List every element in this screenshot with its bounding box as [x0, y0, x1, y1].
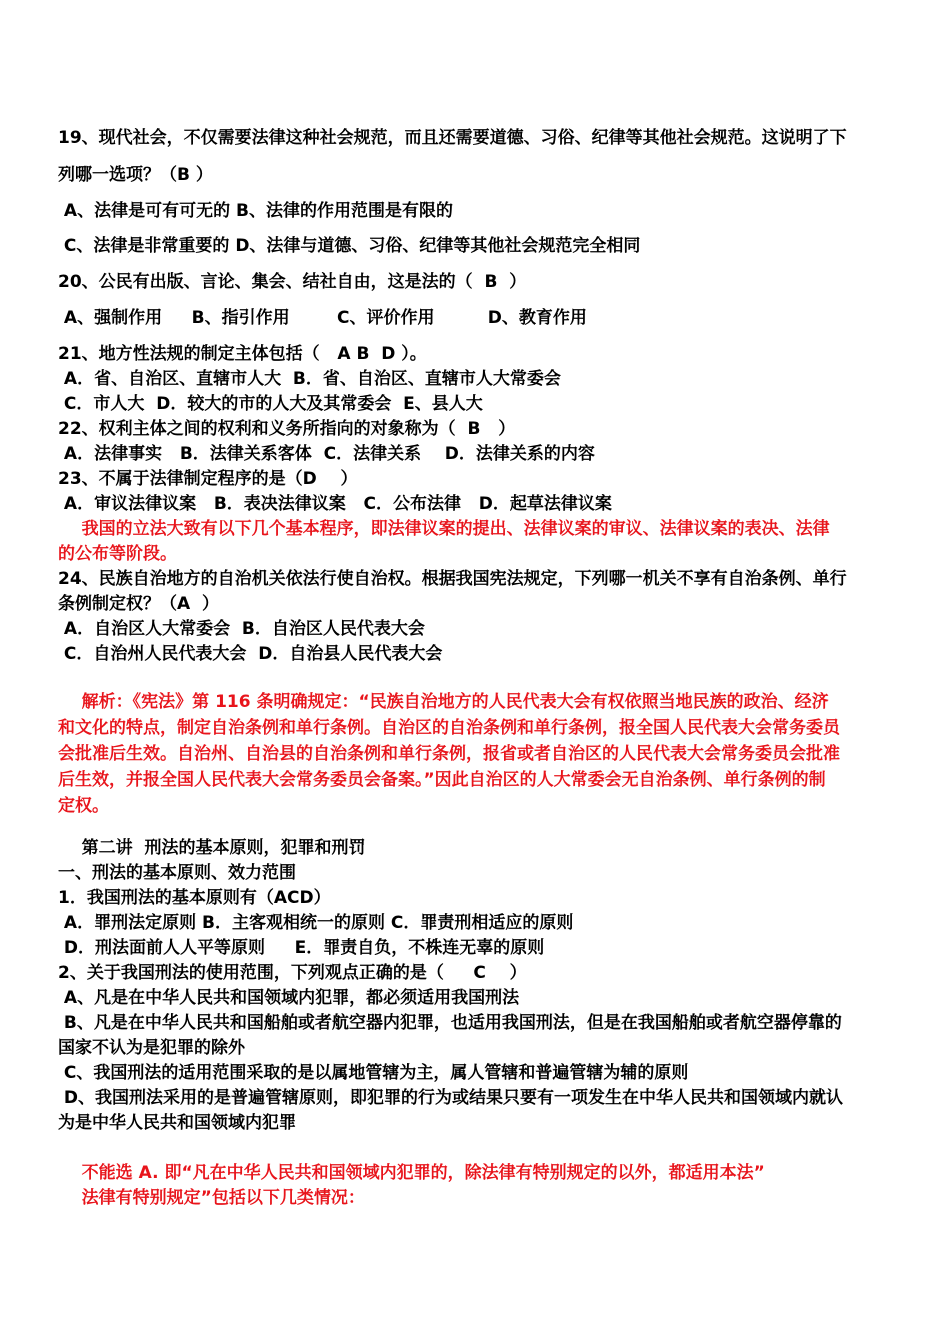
c2-option-b-line2: 国家不认为是犯罪的除外 — [58, 1038, 245, 1058]
c2-stem: 2、关于我国刑法的使用范围，下列观点正确的是（ C ） — [58, 963, 527, 983]
q24-analysis-line5: 定权。 — [58, 796, 109, 816]
q22-options: A．法律事实 B．法律关系客体 C．法律关系 D．法律关系的内容 — [58, 444, 595, 464]
q19-options-cd: C、法律是非常重要的 D、法律与道德、习俗、纪律等其他社会规范完全相同 — [58, 236, 641, 256]
q24-analysis-line1: 解析：《宪法》第 116 条明确规定：“民族自治地方的人民代表大会有权依照当地民族的政治、经济 — [58, 692, 829, 712]
q21-options-ab: A．省、自治区、直辖市人大 B．省、自治区、直辖市人大常委会 — [58, 369, 561, 389]
c1-options-abc: A．罪刑法定原则 B．主客观相统一的原则 C．罪责刑相适应的原则 — [58, 913, 574, 933]
section1-heading: 一、刑法的基本原则、效力范围 — [58, 863, 296, 883]
q24-analysis-line2: 和文化的特点，制定自治条例和单行条例。自治区的自治条例和单行条例，报全国人民代表大会常务委员 — [58, 718, 840, 738]
c2-note-line2: 法律有特别规定”包括以下几类情况： — [58, 1188, 365, 1208]
q24-options-ab: A．自治区人大常委会 B．自治区人民代表大会 — [58, 619, 425, 639]
c2-option-d-line2: 为是中华人民共和国领域内犯罪 — [58, 1113, 296, 1133]
q19-options-ab: A、法律是可有可无的 B、法律的作用范围是有限的 — [58, 201, 453, 221]
q23-explanation-line1: 我国的立法大致有以下几个基本程序，即法律议案的提出、法律议案的审议、法律议案的表决、法律 — [58, 519, 830, 539]
q20-options: A、强制作用 B、指引作用 C、评价作用 D、教育作用 — [58, 308, 587, 328]
c2-option-a: A、凡是在中华人民共和国领域内犯罪，都必须适用我国刑法 — [58, 988, 520, 1008]
c1-options-de: D．刑法面前人人平等原则 E．罪责自负，不株连无辜的原则 — [58, 938, 545, 958]
q24-options-cd: C．自治州人民代表大会 D．自治县人民代表大会 — [58, 644, 443, 664]
c1-stem: 1．我国刑法的基本原则有（ACD） — [58, 888, 331, 908]
c2-option-d-line1: D、我国刑法采用的是普遍管辖原则，即犯罪的行为或结果只要有一项发生在中华人民共和国领域内就认 — [58, 1088, 844, 1108]
q24-stem-line2: 条例制定权？（A ） — [58, 594, 219, 614]
lecture2-title: 第二讲 刑法的基本原则，犯罪和刑罚 — [58, 838, 366, 858]
q23-options: A．审议法律议案 B．表决法律议案 C．公布法律 D．起草法律议案 — [58, 494, 612, 514]
q23-explanation-line2: 的公布等阶段。 — [58, 544, 177, 564]
q23-stem: 23、不属于法律制定程序的是（D ） — [58, 469, 358, 489]
q20-stem: 20、公民有出版、言论、集会、结社自由，这是法的（ B ） — [58, 272, 527, 292]
c2-option-b-line1: B、凡是在中华人民共和国船舶或者航空器内犯罪，也适用我国刑法，但是在我国船舶或者航空器停靠的 — [58, 1013, 842, 1033]
q22-stem: 22、权利主体之间的权利和义务所指向的对象称为（ B ） — [58, 419, 516, 439]
c2-note-line1: 不能选 A. 即“凡在中华人民共和国领域内犯罪的，除法律有特别规定的以外，都适用本法” — [58, 1163, 765, 1183]
q21-options-cde: C．市人大 D．较大的市的人大及其常委会 E、县人大 — [58, 394, 483, 414]
q21-stem: 21、地方性法规的制定主体包括（ A B D ）。 — [58, 344, 427, 364]
q24-analysis-line4: 后生效，并报全国人民代表大会常务委员会备案。”因此自治区的人大常委会无自治条例、单行条例的制 — [58, 770, 826, 790]
q24-analysis-line3: 会批准后生效。自治州、自治县的自治条例和单行条例，报省或者自治区的人民代表大会常务委员会批准 — [58, 744, 840, 764]
q19-stem-line1: 19、现代社会，不仅需要法律这种社会规范，而且还需要道德、习俗、纪律等其他社会规范。这说明了下 — [58, 128, 847, 148]
c2-option-c: C、我国刑法的适用范围采取的是以属地管辖为主，属人管辖和普遍管辖为辅的原则 — [58, 1063, 689, 1083]
q24-stem-line1: 24、民族自治地方的自治机关依法行使自治权。根据我国宪法规定，下列哪一机关不享有自治条例、单行 — [58, 569, 847, 589]
q19-stem-line2: 列哪一选项？（B ） — [58, 165, 213, 185]
